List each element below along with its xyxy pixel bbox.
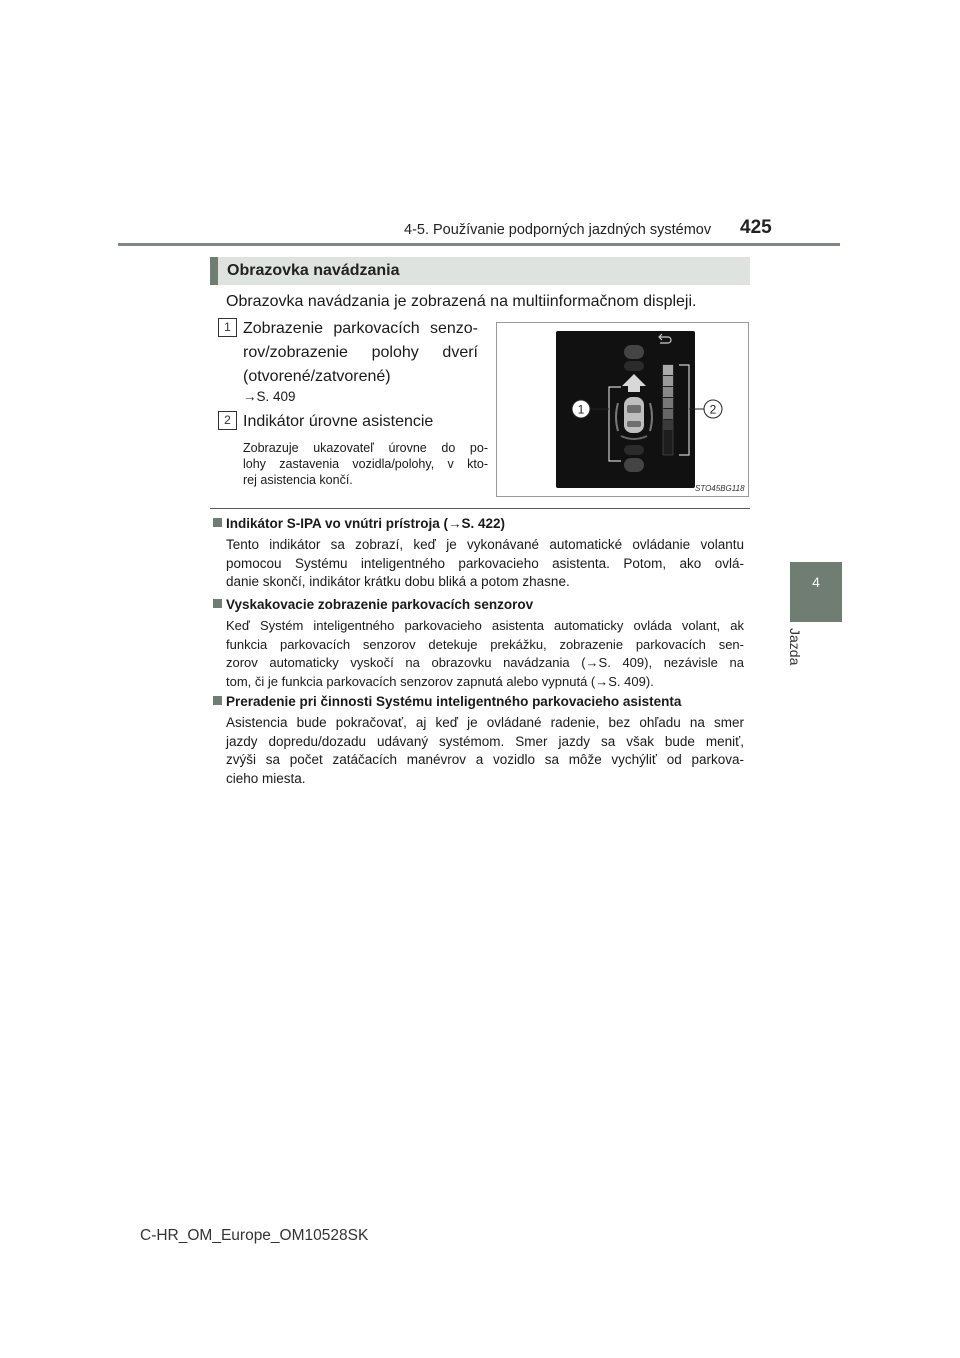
- item-1-ref: →S. 409: [243, 389, 296, 404]
- chapter-number: 4: [812, 574, 820, 590]
- assistance-level-segment: [663, 409, 673, 419]
- box-header-accent: [210, 257, 218, 285]
- note-1-line: pomocou Systému inteligentného parkovacieho asistenta. Potom, ako ovlá-: [226, 555, 744, 571]
- callout-2-label: 2: [709, 402, 717, 417]
- section-divider: [210, 508, 750, 509]
- note-3-title: [213, 694, 681, 709]
- assistance-level-segment: [663, 387, 673, 397]
- note-2-line: funkcia parkovacích senzorov detekuje prekážku, zobrazenie parkovacích sen-: [226, 636, 744, 652]
- figure-code: STO45BG118: [695, 484, 745, 493]
- front-sensor-lower: [624, 361, 644, 371]
- document-code: C-HR_OM_Europe_OM10528SK: [140, 1227, 369, 1244]
- note-2-line: zorov automaticky vyskočí na obrazovku navádzania (→S. 409), nezávisle na: [226, 655, 744, 670]
- item-2-desc-line: Zobrazuje ukazovateľ úrovne do po-: [243, 441, 488, 455]
- square-bullet-icon: [213, 599, 222, 608]
- note-2-body: [226, 617, 744, 691]
- item-2-title: Indikátor úrovne asistencie: [243, 413, 434, 430]
- assistance-level-segment: [663, 376, 673, 386]
- item-2-desc-line: rej asistencia končí.: [243, 473, 353, 487]
- box-intro: Obrazovka navádzania je zobrazená na multiinformačnom displeji.: [226, 293, 697, 310]
- note-3-line: cieho miesta.: [226, 770, 306, 786]
- item-2-number: 2: [218, 411, 237, 430]
- note-3-line: jazdy dopredu/dozadu udávaný systémom. Smer jazdy sa však bude meniť,: [226, 733, 744, 749]
- rear-sensor-upper: [624, 445, 644, 455]
- chapter-label: Jazda: [787, 628, 803, 666]
- note-3-body: [226, 714, 744, 788]
- note-3-line: Asistencia bude pokračovať, aj keď je ovládané radenie, bez ohľadu na smer: [226, 715, 744, 730]
- front-sensor-upper: [624, 345, 644, 359]
- note-2-line: Keď Systém inteligentného parkovacieho asistenta automaticky ovláda volant, ak: [226, 618, 744, 633]
- assistance-level-segment: [663, 420, 673, 430]
- car-icon: [624, 397, 644, 433]
- note-3-title-text: Preradenie pri činnosti Systému inteligentného parkovacieho asistenta: [226, 694, 682, 709]
- item-1-title: [243, 317, 478, 389]
- note-1-body: [226, 536, 744, 592]
- car-rear-window: [627, 421, 641, 427]
- section-title: 4-5. Používanie podporných jazdných systémov: [404, 222, 712, 238]
- assistance-level-segment: [663, 398, 673, 408]
- note-2-title: [213, 597, 533, 612]
- item-1-title-line: rov/zobrazenie polohy dverí: [243, 344, 478, 361]
- note-2-title-text: Vyskakovacie zobrazenie parkovacích senzorov: [226, 597, 534, 612]
- note-3-line: zvýši sa počet zatáčacích manévrov a vozidlo sa môže vychýliť od parkova-: [226, 752, 744, 767]
- square-bullet-icon: [213, 696, 222, 705]
- item-2-desc-line: lohy zastavenia vozidla/polohy, v kto-: [243, 457, 488, 471]
- note-1-title: [213, 516, 505, 531]
- guidance-screen-figure: [496, 322, 749, 497]
- square-bullet-icon: [213, 518, 222, 527]
- car-windshield: [627, 405, 641, 413]
- callout-1-label: 1: [577, 402, 585, 417]
- chapter-tab: [790, 562, 842, 622]
- page-number: 425: [740, 217, 772, 238]
- item-1-title-line: Zobrazenie parkovacích senzo-: [243, 320, 478, 337]
- box-title: Obrazovka navádzania: [227, 262, 400, 279]
- header-rule: [118, 243, 840, 246]
- item-1-number: 1: [218, 318, 237, 337]
- assistance-level-segment: [663, 365, 673, 375]
- rear-sensor-lower: [624, 458, 644, 472]
- note-1-line: danie skončí, indikátor krátku dobu bliká a potom zhasne.: [226, 574, 570, 589]
- note-1-line: Tento indikátor sa zobrazí, keď je vykonávané automatické ovládanie volantu: [226, 537, 744, 552]
- item-1-title-line: (otvorené/zatvorené): [243, 368, 391, 385]
- guidance-screen-illustration: [497, 323, 748, 496]
- note-1-title-text: Indikátor S-IPA vo vnútri prístroja (→S. 422): [226, 516, 506, 531]
- item-2-desc: [243, 440, 488, 488]
- note-2-line: tom, či je funkcia parkovacích senzorov zapnutá alebo vypnutá (→S. 409).: [226, 673, 654, 689]
